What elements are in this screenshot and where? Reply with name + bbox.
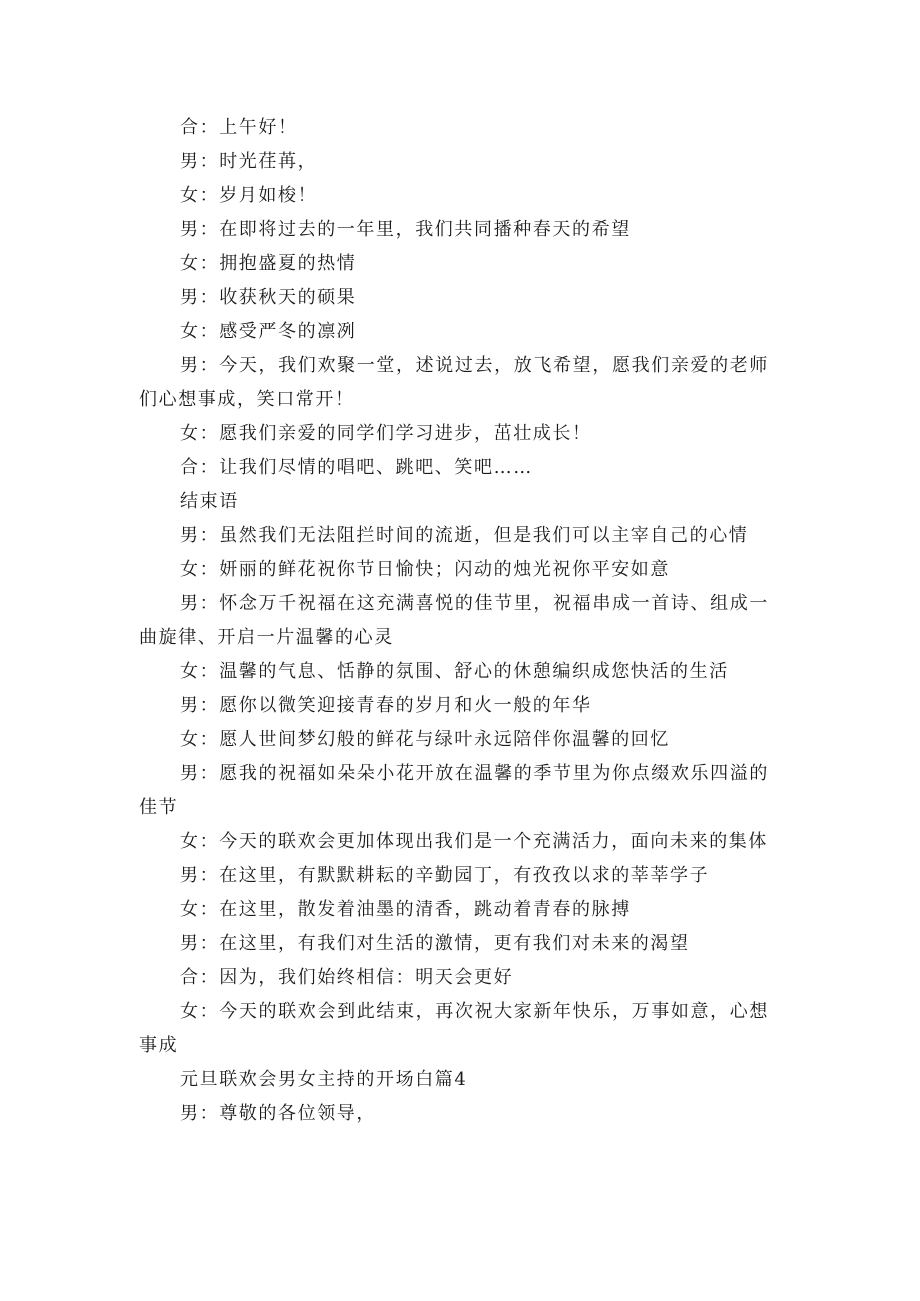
paragraph-15: 女：温馨的气息、恬静的氛围、舒心的休憩编织成您快活的生活 [180, 661, 729, 682]
section-heading-closing: 结束语 [180, 491, 239, 512]
paragraph-9: 女：愿我们亲爱的同学们学习进步，茁壮成长！ [180, 423, 592, 444]
paragraph-26: 男：尊敬的各位领导， [180, 1103, 376, 1124]
section-heading-part4: 元旦联欢会男女主持的开场白篇4 [180, 1069, 468, 1090]
paragraph-14: 男：怀念万千祝福在这充满喜悦的佳节里，祝福串成一首诗、组成一曲旋律、开启一片温馨的心灵 [139, 593, 769, 648]
paragraph-7: 女：感受严冬的凛冽 [180, 321, 357, 342]
paragraph-13: 女：妍丽的鲜花祝你节日愉快；闪动的烛光祝你平安如意 [180, 559, 670, 580]
paragraph-10: 合：让我们尽情的唱吧、跳吧、笑吧…… [180, 457, 533, 478]
paragraph-4: 男：在即将过去的一年里，我们共同播种春天的希望 [180, 219, 631, 240]
paragraph-8: 男：今天，我们欢聚一堂，述说过去，放飞希望，愿我们亲爱的老师们心想事成，笑口常开！ [139, 355, 769, 410]
paragraph-12: 男：虽然我们无法阻拦时间的流逝，但是我们可以主宰自己的心情 [180, 525, 749, 546]
paragraph-6: 男：收获秋天的硕果 [180, 287, 357, 308]
paragraph-18: 男：愿我的祝福如朵朵小花开放在温馨的季节里为你点缀欢乐四溢的佳节 [139, 763, 769, 818]
paragraph-5: 女：拥抱盛夏的热情 [180, 253, 357, 274]
paragraph-3: 女：岁月如梭！ [180, 185, 318, 206]
paragraph-16: 男：愿你以微笑迎接青春的岁月和火一般的年华 [180, 695, 592, 716]
paragraph-17: 女：愿人世间梦幻般的鲜花与绿叶永远陪伴你温馨的回忆 [180, 729, 670, 750]
document-body [139, 111, 769, 1131]
paragraph-19: 女：今天的联欢会更加体现出我们是一个充满活力，面向未来的集体 [180, 831, 768, 852]
paragraph-2: 男：时光荏苒， [180, 151, 318, 172]
paragraph-21: 女：在这里，散发着油墨的清香，跳动着青春的脉搏 [180, 899, 631, 920]
paragraph-24: 女：今天的联欢会到此结束，再次祝大家新年快乐，万事如意，心想事成 [139, 1001, 769, 1056]
paragraph-20: 男：在这里，有默默耕耘的辛勤园丁，有孜孜以求的莘莘学子 [180, 865, 710, 886]
paragraph-1: 合：上午好！ [180, 117, 298, 138]
paragraph-23: 合：因为，我们始终相信：明天会更好 [180, 967, 514, 988]
paragraph-22: 男：在这里，有我们对生活的激情，更有我们对未来的渴望 [180, 933, 690, 954]
